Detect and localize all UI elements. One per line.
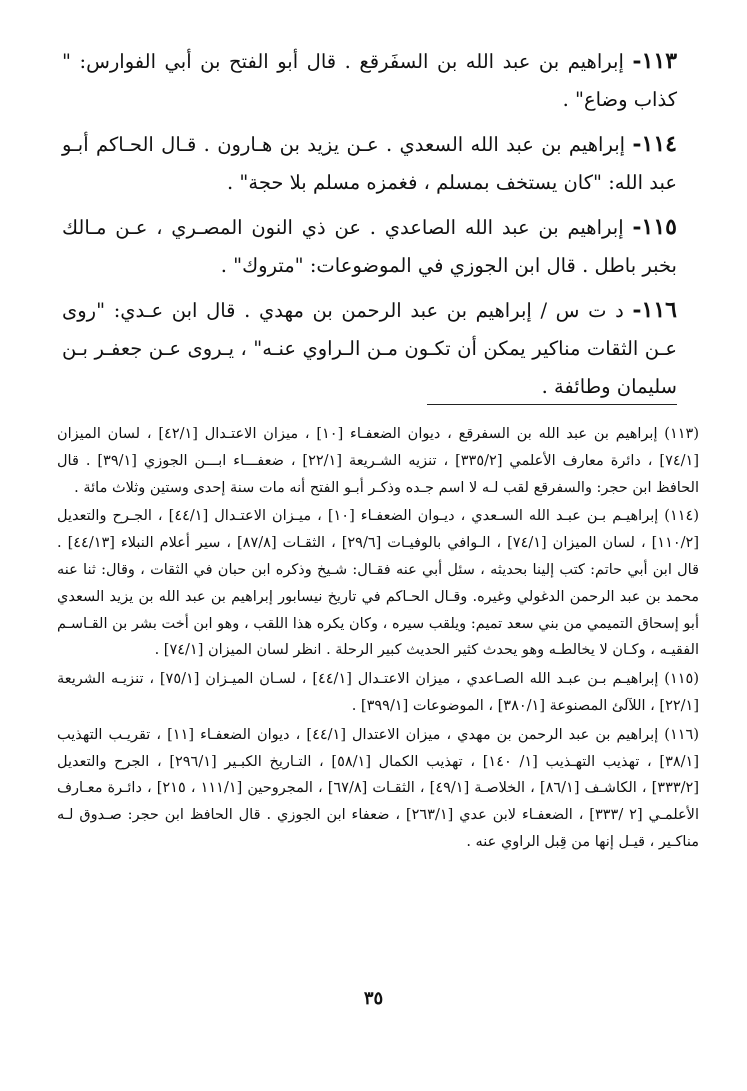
footnote-separator xyxy=(427,404,677,405)
entry-116 xyxy=(62,291,677,406)
footnote-114: (١١٤) إبراهيـم بـن عبـد الله السـعدي ، ديـوان الضعفـاء [١٠] ، ميـزان الاعتـدال [٤٤/١] ، الجـرح والتعديل [١١٠/٢] ، لسان الميزان [٧٤/١] ، الـوافي بالوفيـات [٢٩/٦] ، الثقـات [٨٧/٨] ، سير أعلام النبلاء [٤٤/١٣] . قال ابن أبي حاتم: كتب إلينا بحديثه ، سئل أبي عنه فقـال: شـيخ وذكره ابن حبان في الثقات ، وقال: ثنا عنه محمد بن عبد الرحمن الدغولي وغيره. وقـال الحـاكم في تاريخ نيسابور إبراهيم بن عبد الله بن يزيد السعدي أبو إسحاق التميمي من بني سعد تميم: ويلقب سيره ، وكان يكره هذا اللقب ، وهو ابن أخت بشر بن القـاسـم الفقيـه ، وكـان لا يخالطـه وهو يحدث كثير الحديث كبير الرحلة . انظر لسان الميزان [٧٤/١] . xyxy=(57,508,700,659)
entry-number: ١١٥- xyxy=(632,214,677,240)
footnote-116: (١١٦) إبراهيم بن عبد الرحمن بن مهدي ، ميزان الاعتدال [٤٤/١] ، ديوان الضعفـاء [١١] ، تقريـب التهذيب [٣٨/١] ، تهذيب التهـذيب [١/ ١٤٠] ، تهذيب الكمال [٥٨/١] ، التـاريخ الكبـير [٢٩٦/١] ، الجرح والتعديل [٣٣٣/٢] ، الكاشـف [٨٦/١] ، الخلاصـة [٤٩/١] ، الثقـات [٦٧/٨] ، المجروحين [١١١/١ ، ٢١٥] ، دائـرة معـارف الأعلمـي [٢ /٣٣٣] ، الضعفـاء لابن عدي [٢٦٣/١] ، ضعفاء ابن الجوزي . قال الحافظ ابن حجر: صـدوق لـه مناكـير ، قيـل إنها من قِبل الراوي عنه . xyxy=(57,726,700,850)
entry-number: ١١٣- xyxy=(632,48,678,74)
entry-113 xyxy=(62,42,677,119)
entry-text: إبراهيم بن عبد الله السعدي . عـن يزيد بن هـارون . قـال الحـاكم أبـو عبد الله: "كان يستخف بمسلم ، فغمزه مسلم بلا حجة" . xyxy=(62,133,677,194)
page-number: ٣٥ xyxy=(363,988,384,1009)
entry-text: إبراهيم بن عبد الله بن السفَرقع . قال أبو الفتح بن أبي الفوارس: " كذاب وضاع" . xyxy=(62,50,677,111)
entry-115 xyxy=(62,208,677,285)
entry-number: ١١٦- xyxy=(632,297,677,323)
footnote-113: (١١٣) إبراهيم بن عبد الله بن السفرقع ، ديوان الضعفـاء [١٠] ، ميزان الاعتـدال [٤٢/١] ، لسان الميزان [٧٤/١] ، دائرة معارف الأعلمي [٣٣٥/٢] ، تنزيه الشـريعة [٢٢/١] ، ضعفـــاء ابـــن الجوزي [٣٩/١] . قال الحافظ ابن حجر: والسفرقع لقب لـه لا اسم جـده وذكـر أبـو الفتح أنه مات سنة إحدى وستين وثلاث مائة . xyxy=(57,426,699,496)
main-entries xyxy=(62,42,677,412)
entry-number: ١١٤- xyxy=(632,131,677,157)
entry-text: إبراهيم بن عبد الله الصاعدي . عن ذي النون المصـري ، عـن مـالك بخبر باطل . قال ابن الجوزي في الموضوعات: "متروك" . xyxy=(62,216,677,277)
footnotes xyxy=(57,421,699,858)
entry-text: د ت س / إبراهيم بن عبد الرحمن بن مهدي . قال ابن عـدي: "روى عـن الثقات مناكير يمكن أن تكـون مـن الـراوي عنـه" ، يـروى عـن جعفـر بـن سليمان وطائفة . xyxy=(62,299,677,398)
footnote-115: (١١٥) إبراهيـم بـن عبـد الله الصـاعدي ، ميزان الاعتـدال [٤٤/١] ، لسـان الميـزان [٧٥/١] ، تنزيـه الشريعة [٢٢/١] ، اللآلئ المصنوعة [٣٨٠/١] ، الموضوعات [٣٩٩/١] . xyxy=(57,671,700,714)
entry-114 xyxy=(62,125,677,202)
